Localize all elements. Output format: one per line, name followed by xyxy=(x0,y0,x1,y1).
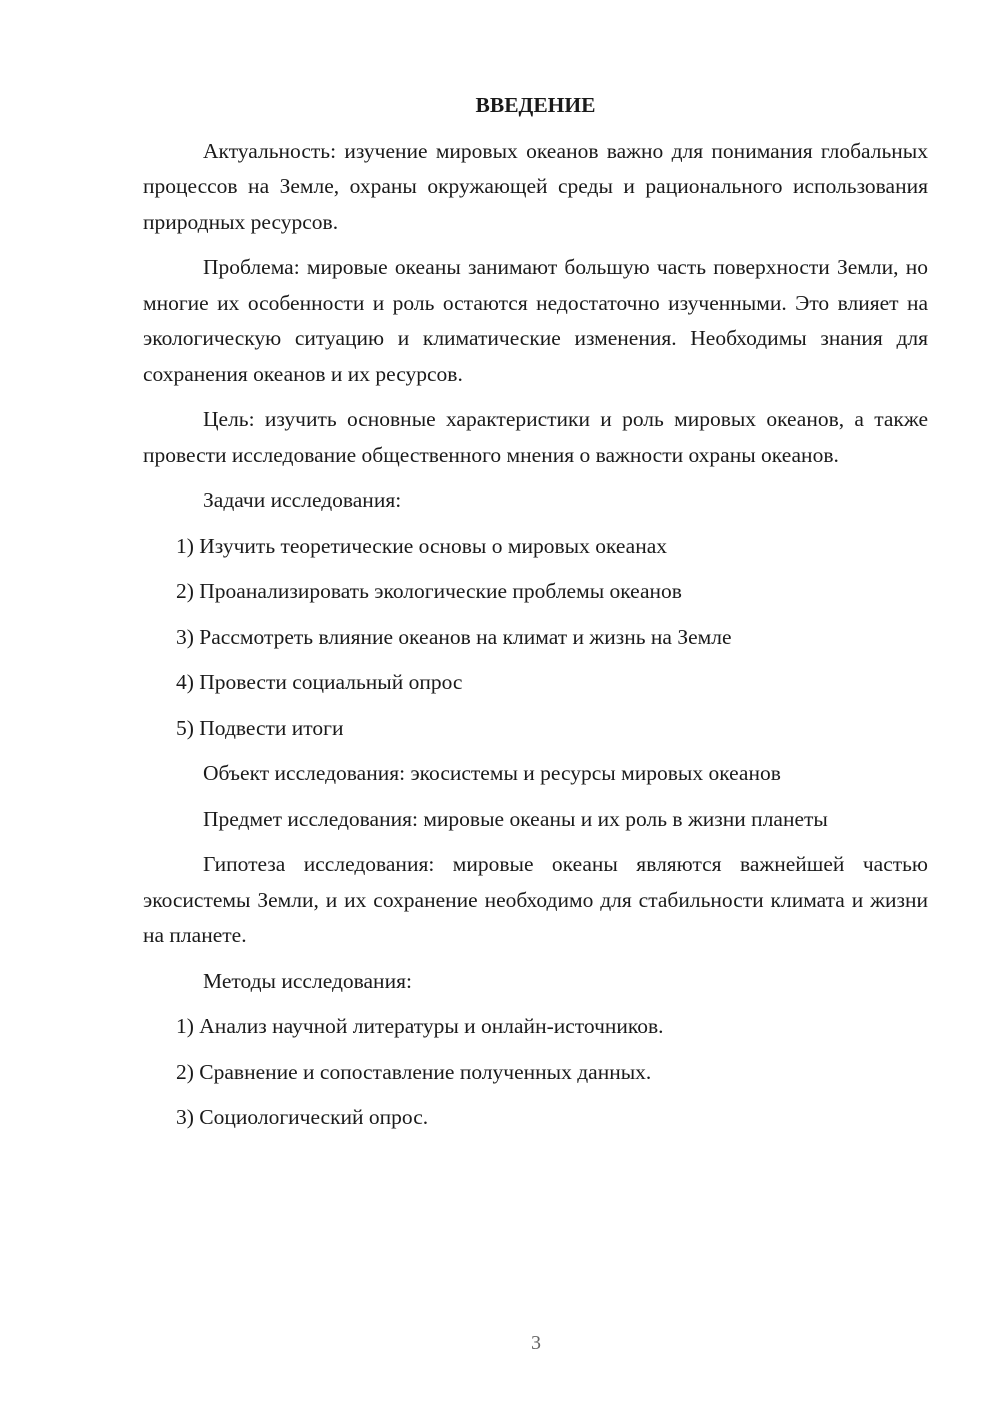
paragraph-goal: Цель: изучить основные характеристики и роль мировых океанов, а также провести исследование общественного мнения о важности охраны океанов. xyxy=(143,407,928,467)
list-item: 3) Социологический опрос. xyxy=(176,1105,429,1129)
list-item: 1) Анализ научной литературы и онлайн-источников. xyxy=(176,1014,664,1038)
list-item: 4) Провести социальный опрос xyxy=(176,670,463,694)
list-item: 5) Подвести итоги xyxy=(176,715,344,740)
paragraph-object: Объект исследования: экосистемы и ресурсы мировых океанов xyxy=(203,761,781,785)
list-item: 1) Изучить теоретические основы о мировых океанах xyxy=(176,533,668,558)
methods-list xyxy=(143,1009,928,1136)
list-item: 2) Проанализировать экологические проблемы океанов xyxy=(176,579,682,603)
page-content xyxy=(143,88,928,1146)
page-title: ВВЕДЕНИЕ xyxy=(475,93,596,117)
paragraph-problem: Проблема: мировые океаны занимают большую часть поверхности Земли, но многие их особенности и роль остаются недостаточно изученными. Это влияет на экологическую ситуацию и климатические изменения. Необходимы знания для сохранения океанов и их ресурсов. xyxy=(143,255,928,386)
paragraph-subject: Предмет исследования: мировые океаны и их роль в жизни планеты xyxy=(203,806,828,831)
paragraph-relevance: Актуальность: изучение мировых океанов важно для понимания глобальных процессов на Земле, охраны окружающей среды и рационального использования природных ресурсов. xyxy=(143,138,928,234)
tasks-list xyxy=(143,529,928,747)
list-item: 2) Сравнение и сопоставление полученных данных. xyxy=(176,1059,652,1084)
tasks-heading: Задачи исследования: xyxy=(203,488,402,512)
list-item: 3) Рассмотреть влияние океанов на климат и жизнь на Земле xyxy=(176,624,732,649)
paragraph-hypothesis: Гипотеза исследования: мировые океаны являются важнейшей частью экосистемы Земли, и их сохранение необходимо для стабильности климата и жизни на планете. xyxy=(143,852,928,947)
page-number: 3 xyxy=(531,1332,541,1354)
methods-heading: Методы исследования: xyxy=(203,968,412,993)
